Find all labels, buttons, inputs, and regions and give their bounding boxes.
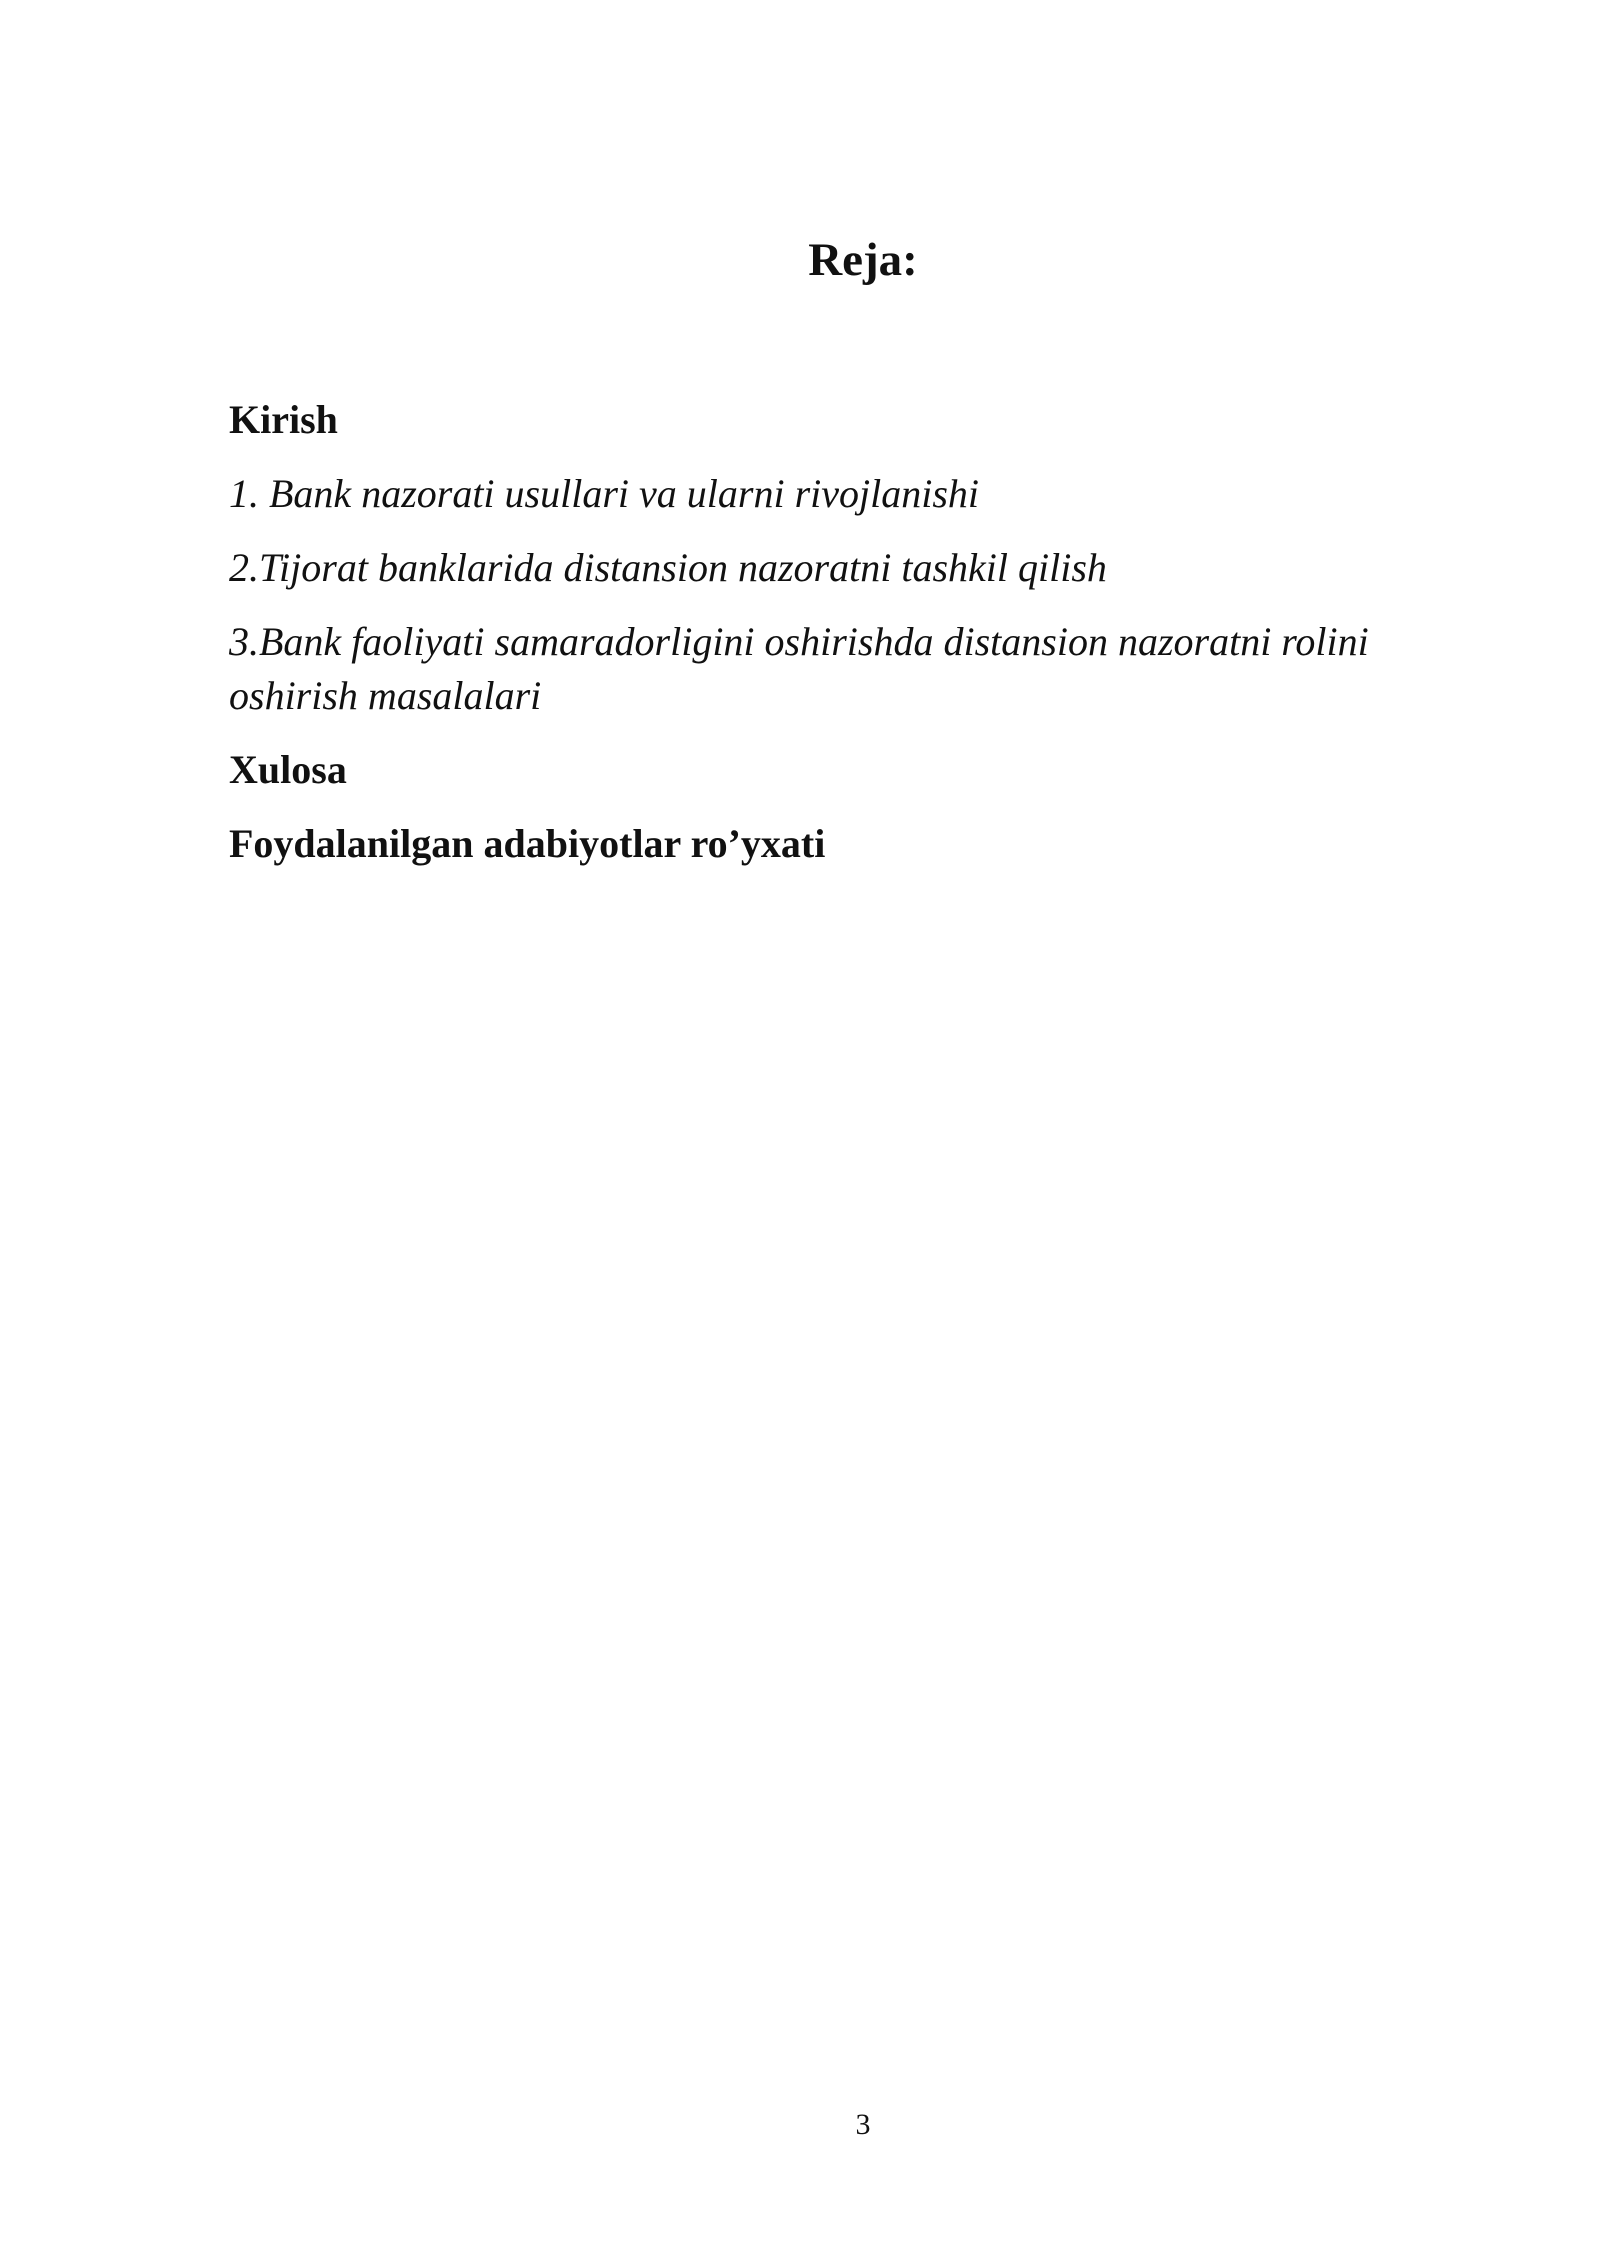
plan-item-chapter-2: 2.Tijorat banklarida distansion nazoratni tashkil qilish: [229, 545, 1107, 590]
page-title: Reja:: [808, 234, 918, 286]
plan-item-references: Foydalanilgan adabiyotlar ro’yxati: [229, 821, 826, 866]
plan-item-conclusion: Xulosa: [229, 747, 347, 792]
plan-item-introduction: Kirish: [229, 397, 338, 442]
plan-item-chapter-3: 3.Bank faoliyati samaradorligini oshirishda distansion nazoratni rolini oshirish masalalari: [229, 619, 1369, 718]
plan-item-chapter-1: 1. Bank nazorati usullari va ularni rivojlanishi: [229, 471, 980, 516]
plan-list: [229, 393, 1479, 891]
page-number: 3: [855, 2108, 871, 2141]
